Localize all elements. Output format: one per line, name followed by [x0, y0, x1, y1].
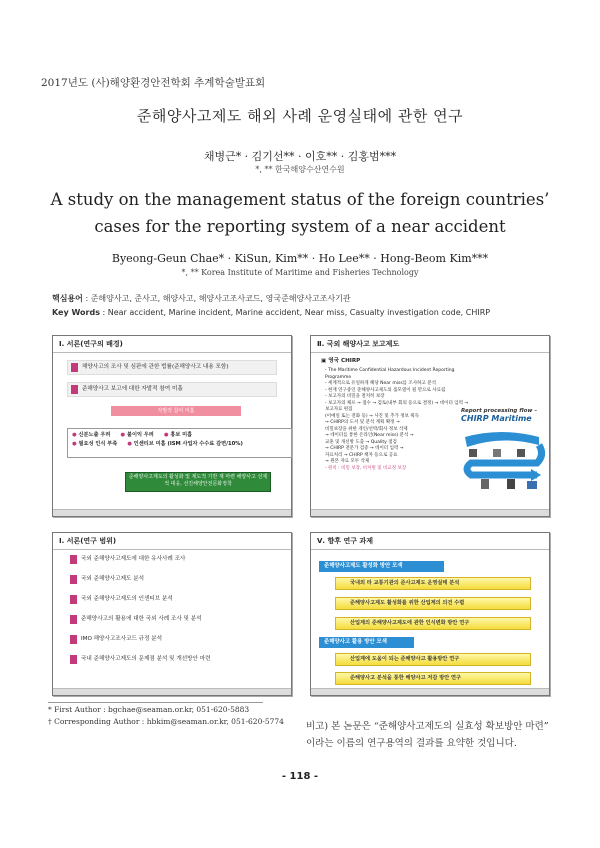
future-item-4: 산업계에 도움이 되는 준해양사고 활용방안 연구 [335, 653, 531, 666]
authors-korean: 채병근* · 김기선** · 이호** · 김홍범*** [203, 150, 397, 163]
panel-future-work [310, 532, 550, 696]
keywords-english [52, 308, 490, 317]
panel-background [52, 335, 292, 517]
chirp-line: → 데이터를 통한 온라인(Near miss) 분석 → [325, 433, 414, 438]
chirp-line: → 원본 자료 모두 삭제 [325, 459, 370, 464]
title-korean: 준해양사고제도 해외 사례 운영실태에 관한 연구 [136, 107, 464, 125]
chirp-line: - 보고자의 체포 → 접수 → 검토(내부 회의 등으로 결정) → 데이터 입력 → 보고자료 편집 [325, 400, 469, 412]
future-item-1: 국내외 타 교통기관의 준사고제도 운영실태 분석 [335, 577, 531, 590]
flow-arrow-graphic [461, 423, 545, 499]
keywords-english-label: Key Words [52, 308, 100, 317]
panel-footer [311, 509, 549, 516]
chirp-line: - 세계적으로 유일하게 해당 Near miss를 조사하고 분석 [325, 381, 436, 386]
keywords-english-text: : Near accident, Marine incident, Marine accident, Near miss, Casualty investigation code, CHIRP [102, 308, 491, 317]
issue-incentive: ● 인센티브 미흡 (ISM 사업자 수수료 감면/10%) [127, 440, 243, 447]
chirp-line: → CHIRP의 도서 및 분석 계획 확정 → [325, 420, 400, 425]
background-bar-2: 준해양사고 보고에 대한 자발적 참여 미흡 [67, 382, 277, 397]
chirp-line: 비밀보장을 위한 개인/선박/회사 정보 삭제 [325, 426, 408, 432]
low-participation-box: 자발적 참여 미흡 [111, 406, 241, 416]
chirp-line: 자료처리 → CHIRP 책자 등으로 공표 [325, 452, 398, 458]
note-text: 비고) 본 논문은 “준해양사고제도의 실효성 확보방안 마련” 이라는 이름의 연구용역의 결과를 요약한 것입니다. [306, 721, 549, 749]
future-item-5: 준해양사고 분석을 통한 해양사고 저감 방안 연구 [335, 672, 531, 685]
chirp-line: - 원칙 : 비밀 보장, 비처벌 및 비교정 보장 [325, 465, 407, 471]
affiliation-english: *, ** Korea Institute of Maritime and Fisheries Technology [181, 268, 419, 277]
issue-disadvantage: ● 불이익 우려 [120, 431, 153, 438]
panel-scope [52, 532, 292, 696]
footnote-divider [48, 702, 263, 703]
panel-foreign-systems [310, 335, 550, 517]
scope-bar-1: 국외 준해양사고제도에 대한 유사사례 조사 [67, 553, 277, 566]
keywords-korean-label: 핵심용어 [52, 294, 83, 303]
title-english: A study on the management status of the foreign countries’ cases for the reporting system of a near accident [50, 190, 550, 236]
panel-footer [53, 509, 291, 516]
issue-promotion: ● 홍보 미흡 [164, 431, 192, 438]
chirp-line: - The Maritime Confidential Hazardous Incident Reporting Programme [325, 368, 455, 380]
panel-background-title: Ⅰ. 서론(연구의 배경) [53, 336, 291, 353]
chirp-line: 교훈 및 개선방 도출 → Quality 점검 [325, 439, 397, 445]
future-header-1: 준해양사고제도 활성화 방안 모색 [319, 561, 444, 572]
goal-box: 준해양사고제도의 활성화 및 제도적 기반 재 마련 해양사고 선제적 대응, 선진해양안전문화정착 [125, 472, 271, 492]
scope-bar-2: 국외 준해양사고제도 분석 [67, 573, 277, 586]
future-header-2: 준해양사고 활용 방안 모색 [319, 637, 414, 648]
scope-bar-5: IMO 해양사고조사코드 규정 분석 [67, 633, 277, 646]
authors-english: Byeong-Geun Chae* · KiSun, Kim** · Ho Lee** · Hong-Beom Kim*** [111, 252, 489, 265]
chirp-subtitle: ▣ 영국 CHIRP [321, 358, 361, 364]
issues-box [67, 428, 292, 458]
keywords-korean-text: : 준해양사고, 준사고, 해양사고, 해양사고조사코드, 영국준해양사고조사기관 [85, 294, 351, 303]
flow-title: Report processing flow – [461, 408, 538, 414]
flow-brand: CHIRP Maritime [461, 414, 532, 423]
scope-bar-6: 국내 준해양사고제도의 문제점 분석 및 개선방안 마련 [67, 653, 277, 666]
panel-footer [311, 688, 549, 695]
background-bar-1: 해양사고의 조사 및 심판에 관한 법률(준해양사고 내용 포함) [67, 360, 277, 375]
keywords-korean [52, 293, 351, 304]
chirp-line: - 보고자의 비밀을 철저히 보장 [325, 394, 385, 399]
page-number: - 118 - [281, 771, 319, 782]
affiliation-korean: *, ** 한국해양수산연수원 [255, 165, 345, 174]
chirp-line: - 현재 연구중인 준해양사고제도의 롤모델이 될 만으로 사료됨 [325, 387, 446, 393]
chirp-line: (이메일 또는 전화 등) → 사진 및 추가 정보 획득 [325, 413, 420, 419]
panel-foreign-title: Ⅱ. 국외 해양사고 보고제도 [311, 336, 549, 353]
issue-identity: ● 신분노출 우려 [72, 431, 110, 438]
conference-header: 2017년도 (사)해양환경안전학회 추계학술발표회 [41, 77, 266, 89]
panel-footer [53, 688, 291, 695]
future-item-2: 준해양사고제도 활성화를 위한 산업계의 의견 수렴 [335, 597, 531, 610]
scope-bar-4: 준해양사고의 활용에 대한 국외 사례 조사 및 분석 [67, 613, 277, 626]
chirp-flow-diagram [461, 408, 545, 504]
footnote-first-author: * First Author : bgchae@seaman.or.kr, 051-620-5883 [48, 705, 250, 714]
future-item-3: 산업계의 준해양사고제도에 관한 인식변화 방안 연구 [335, 617, 531, 630]
issue-awareness: ● 필요성 인식 부족 [72, 440, 117, 447]
footnote-corresponding-author: † Corresponding Author : hbkim@seaman.or.kr, 051-620-5774 [48, 717, 284, 726]
scope-bar-3: 국외 준해양사고제도의 인센티브 분석 [67, 593, 277, 606]
chirp-process-list [325, 368, 469, 472]
panel-future-title: Ⅴ. 향후 연구 과제 [311, 533, 549, 550]
chirp-line: → CHIRP 전문가 검증 → 데이터 입력 → [325, 446, 404, 451]
panel-scope-title: Ⅰ. 서론(연구 범위) [53, 533, 291, 550]
